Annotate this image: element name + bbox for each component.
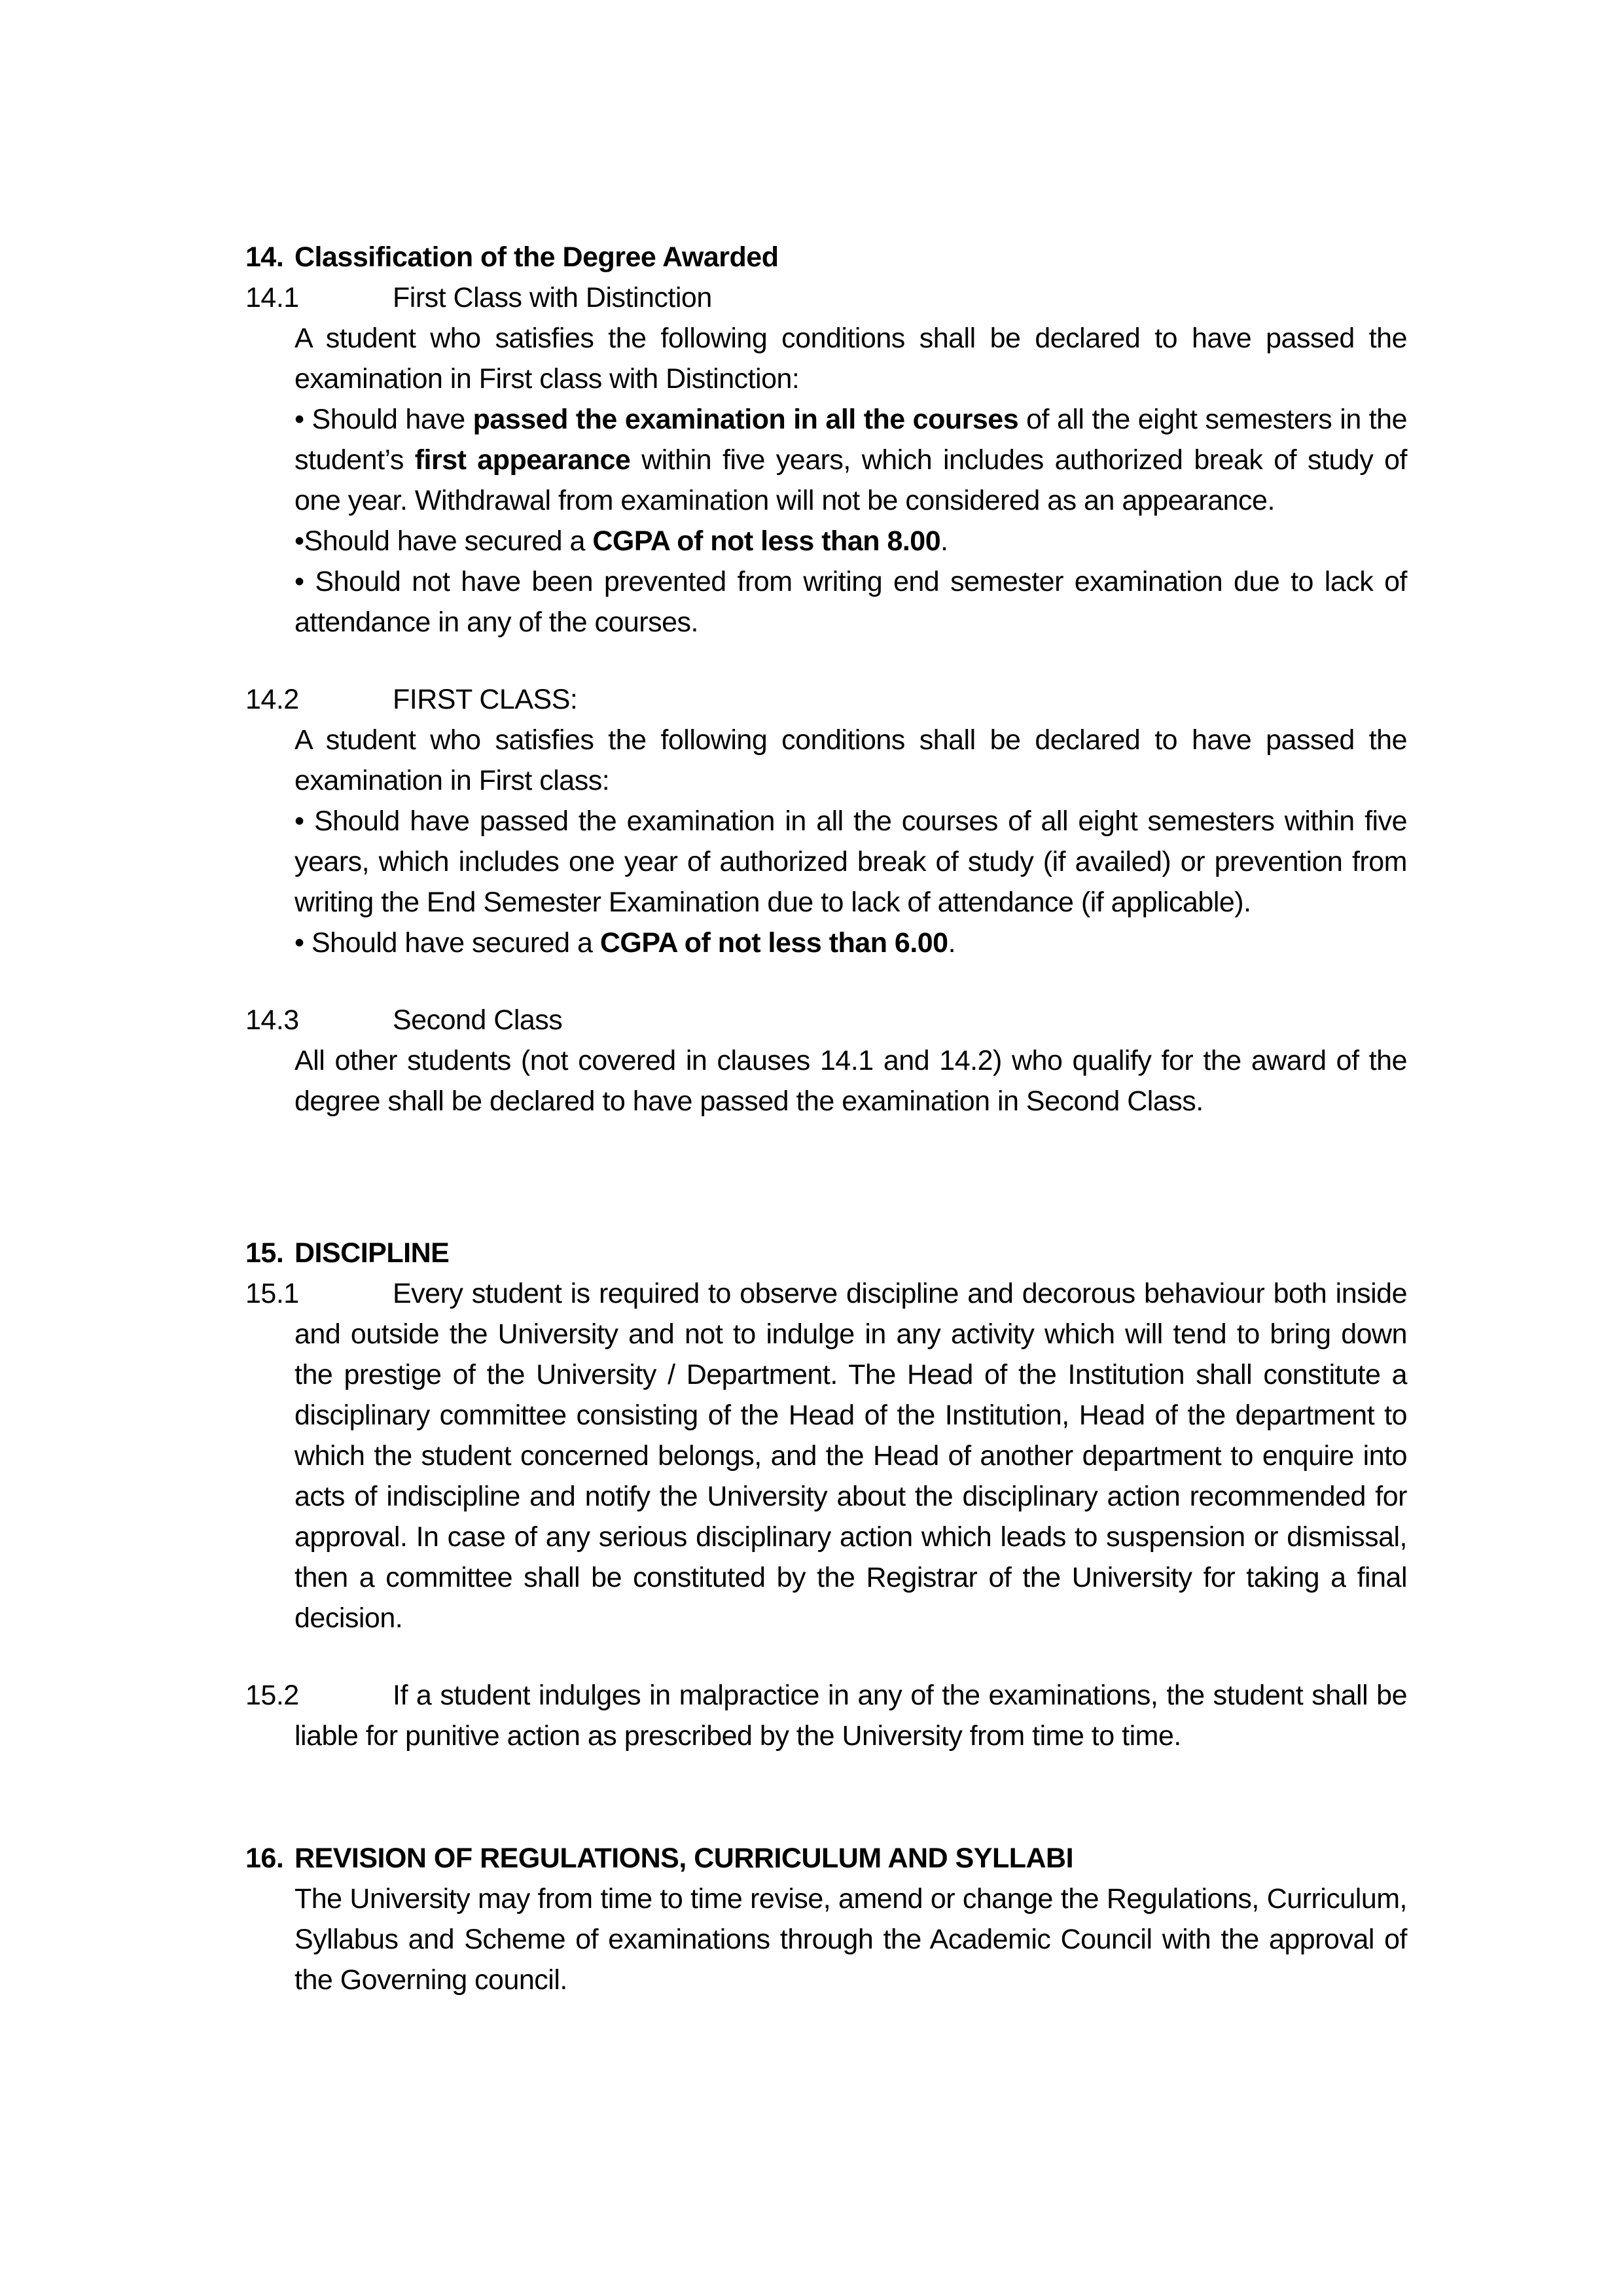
subsection-number: 14.2	[245, 684, 299, 715]
section-title: DISCIPLINE	[294, 1237, 450, 1269]
bullet-text: .	[948, 927, 956, 959]
bullet-14-1-c	[245, 561, 1407, 643]
bullet-text-bold: passed the examination in all the courses	[473, 404, 1019, 435]
section-number: 15.	[245, 1237, 284, 1269]
paragraph-14-3	[245, 1040, 1407, 1122]
bullet-14-1-a	[245, 399, 1407, 521]
subsection-number: 14.3	[245, 1004, 299, 1036]
paragraph-text: If a student indulges in malpractice in any of the examinations, the student shall be liable for punitive action as prescribed by the University from time to time.	[294, 1680, 1407, 1752]
paragraph-14-1-intro	[245, 318, 1407, 399]
section-number: 14.	[245, 241, 284, 273]
subsection-heading-14-1	[245, 277, 1407, 318]
subsection-title: FIRST CLASS:	[393, 684, 578, 715]
paragraph-15-1	[245, 1273, 1407, 1638]
bullet-text-bold: first appearance	[414, 444, 631, 476]
bullet-text: • Should have	[294, 404, 473, 435]
subsection-title: Second Class	[393, 1004, 563, 1036]
bullet-text: .	[940, 525, 948, 557]
paragraph-text: A student who satisfies the following conditions shall be declared to have passed the examination in First class:	[294, 724, 1407, 796]
paragraph-16	[245, 1879, 1407, 2000]
paragraph-text: The University may from time to time revise, amend or change the Regulations, Curriculum, Syllabus and Scheme of examinations through the Academic Council with the approval of the Governing council.	[294, 1883, 1407, 1996]
subsection-title: First Class with Distinction	[393, 282, 712, 313]
section-heading-14	[245, 237, 1407, 277]
paragraph-text: A student who satisfies the following conditions shall be declared to have passed the examination in First class with Distinction:	[294, 323, 1407, 395]
bullet-text: • Should have secured a	[294, 927, 600, 959]
section-number: 16.	[245, 1843, 284, 1874]
paragraph-number: 15.1	[245, 1278, 299, 1309]
section-title: REVISION OF REGULATIONS, CURRICULUM AND SYLLABI	[294, 1843, 1074, 1874]
paragraph-number: 15.2	[245, 1680, 299, 1711]
paragraph-text: All other students (not covered in clauses 14.1 and 14.2) who qualify for the award of the degree shall be declared to have passed the examination in Second Class.	[294, 1045, 1407, 1117]
section-heading-15	[245, 1233, 1407, 1273]
paragraph-15-2	[245, 1675, 1407, 1756]
bullet-text: within five years, which includes authorized break of study of one year. Withdrawal from examination will not be considered as an appearance.	[294, 444, 1408, 516]
subsection-number: 14.1	[245, 282, 299, 313]
subsection-heading-14-3	[245, 1000, 1407, 1040]
bullet-text-bold: CGPA of not less than 8.00	[592, 525, 941, 557]
document-content	[245, 0, 1407, 2000]
bullet-text: of all the eight semesters in the student’s	[294, 404, 1408, 476]
section-title: Classification of the Degree Awarded	[294, 241, 779, 273]
paragraph-text: Every student is required to observe discipline and decorous behaviour both inside and outside the University and not to indulge in any activity which will tend to bring down the prestige of the University / Department. The Head of the Institution shall constitute a disciplinary committee consisting of the Head of the Institution, Head of the department to which the student concerned belongs, and the Head of another department to enquire into acts of indiscipline and notify the University about the disciplinary action recommended for approval. In case of any serious disciplinary action which leads to suspension or dismissal, then a committee shall be constituted by the Registrar of the University for taking a final decision.	[294, 1278, 1407, 1634]
bullet-14-1-b	[245, 521, 1407, 561]
bullet-14-2-a	[245, 801, 1407, 923]
bullet-text: • Should not have been prevented from writing end semester examination due to lack of attendance in any of the courses.	[294, 566, 1407, 638]
subsection-heading-14-2	[245, 679, 1407, 720]
bullet-text-bold: CGPA of not less than 6.00	[599, 927, 948, 959]
bullet-14-2-b	[245, 923, 1407, 963]
bullet-text: •Should have secured a	[294, 525, 593, 557]
section-heading-16	[245, 1838, 1407, 1879]
paragraph-14-2-intro	[245, 720, 1407, 801]
bullet-text: • Should have passed the examination in all the courses of all eight semesters within five years, which includes one year of authorized break of study (if availed) or prevention from writing the End Semester Examination due to lack of attendance (if applicable).	[294, 805, 1407, 918]
